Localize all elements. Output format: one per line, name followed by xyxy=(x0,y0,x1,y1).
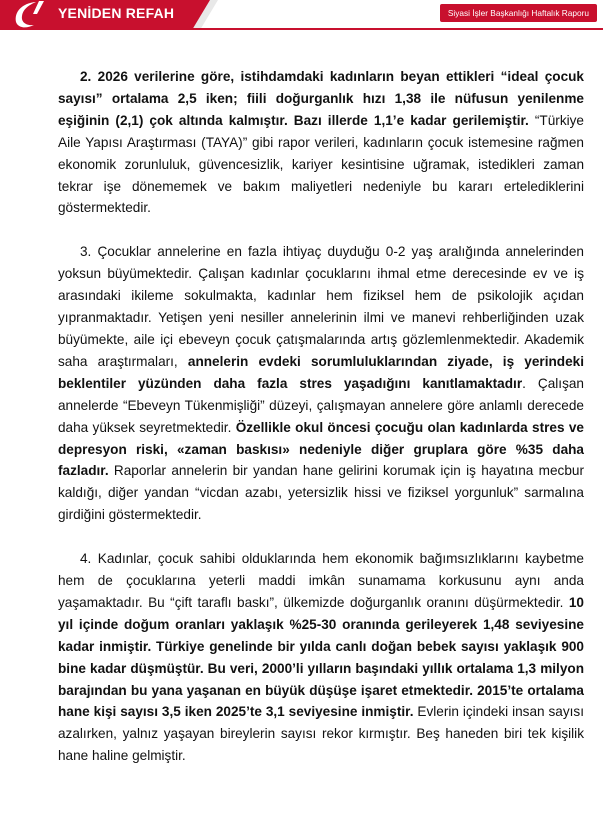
bold-text: Özellikle okul öncesi çocuğu olan kadınlarda stres ve depresyon riski, «zaman baskısı» nedeniyle diğer gruplara göre %35 daha fazladır. xyxy=(58,419,584,479)
body-text: . Çalışan annelerde “Ebeveyn Tükenmişliği” düzeyi, çalışmayan annelere göre anlamlı derecede daha yüksek seyretmektedir. xyxy=(58,375,584,435)
body-text: 4. Kadınlar, çocuk sahibi olduklarında hem ekonomik bağımsızlıklarını kaybetme hem de çocuklarına yeterli maddi imkân sunamama korkusunu aynı anda yaşamaktadır. Bu “çift taraflı baskı”, ülkemizde doğurganlık oranını düşürmektedir. xyxy=(58,551,584,610)
page-header xyxy=(0,0,603,30)
body-text: 3. Çocuklar annelerine en fazla ihtiyaç duyduğu 0-2 yaş aralığında annelerinden yoksun büyümektedir. Çalışan kadınlar çocuklarını ihmal etme derecesinde ev ve iş arasındaki ikileme sokulmakta, kadınlar hem fiziksel hem de psikolojik açıdan yıpranmaktadır. Yetişen yeni nesiller annelerinin ilmi ve manevi rehberliğinden uzak büyümekte, aile içi ebeveyn çocuk çatışmalarında artış gözlemlenmektedir. Akademik saha araştırmaları, xyxy=(58,244,584,369)
paragraph xyxy=(58,548,584,767)
bold-text: 2. 2026 verilerine göre, istihdamdaki kadınların beyan ettikleri “ideal çocuk sayısı” ortalama 2,5 iken; fiili doğurganlık hızı 1,38 ile nüfusun yenilenme eşiğinin (2,1) çok altında kalmıştır. Bazı illerde 1,1’e kadar gerilemiştir. xyxy=(58,69,584,128)
report-body xyxy=(58,66,584,789)
header-rule xyxy=(0,28,603,30)
body-text: Raporlar annelerin bir yandan hane gelirini korumak için iş hayatına mecbur kaldığı, diğer yandan “vicdan azabı, yetersizlik hissi ve fiziksel yorgunluk” sarmalına girdiğini göstermektedir. xyxy=(58,463,584,523)
body-text: Evlerin içindeki insan sayısı azalırken, yalnız yaşayan bireylerin sayısı rekor kırmıştır. Beş haneden biri tek kişilik hane haline gelmiştir. xyxy=(58,704,584,764)
paragraph xyxy=(58,241,584,526)
bold-text: annelerin evdeki sorumluluklarından ziyade, iş yerindeki beklentiler yüzünden daha fazla stres yaşadığını kanıtlamaktadır xyxy=(58,353,584,391)
report-title: Siyasi İşler Başkanlığı Haftalık Raporu xyxy=(440,4,597,22)
paragraph xyxy=(58,66,584,219)
body-text: “Türkiye Aile Yapısı Araştırması (TAYA)” gibi rapor verileri, kadınların çocuk istemesine rağmen ekonomik zorunluluk, güvencesizlik, kariyer kesintisine uğramak, istedikleri zaman tekrar işe dönememek ve bakım maliyetleri nedeniyle bu kararı ertelediklerini göstermektedir. xyxy=(58,112,584,216)
bold-text: 10 yıl içinde doğum oranları yaklaşık %25-30 oranında gerileyerek 1,48 seviyesine kadar inmiştir. Türkiye genelinde bir yılda canlı doğan bebek sayısı yaklaşık 900 bine kadar düşmüştür. Bu veri, 2000’li yılların başındaki yıllık ortalama 1,3 milyon barajından bu yana yaşanan en büyük düşüşe işaret etmektedir. 2015’te ortalama hane kişi sayısı 3,5 iken 2025’te 3,1 seviyesine inmiştir. xyxy=(58,594,584,720)
party-logo-icon xyxy=(6,0,56,30)
brand-name: YENİDEN REFAH xyxy=(58,5,175,21)
